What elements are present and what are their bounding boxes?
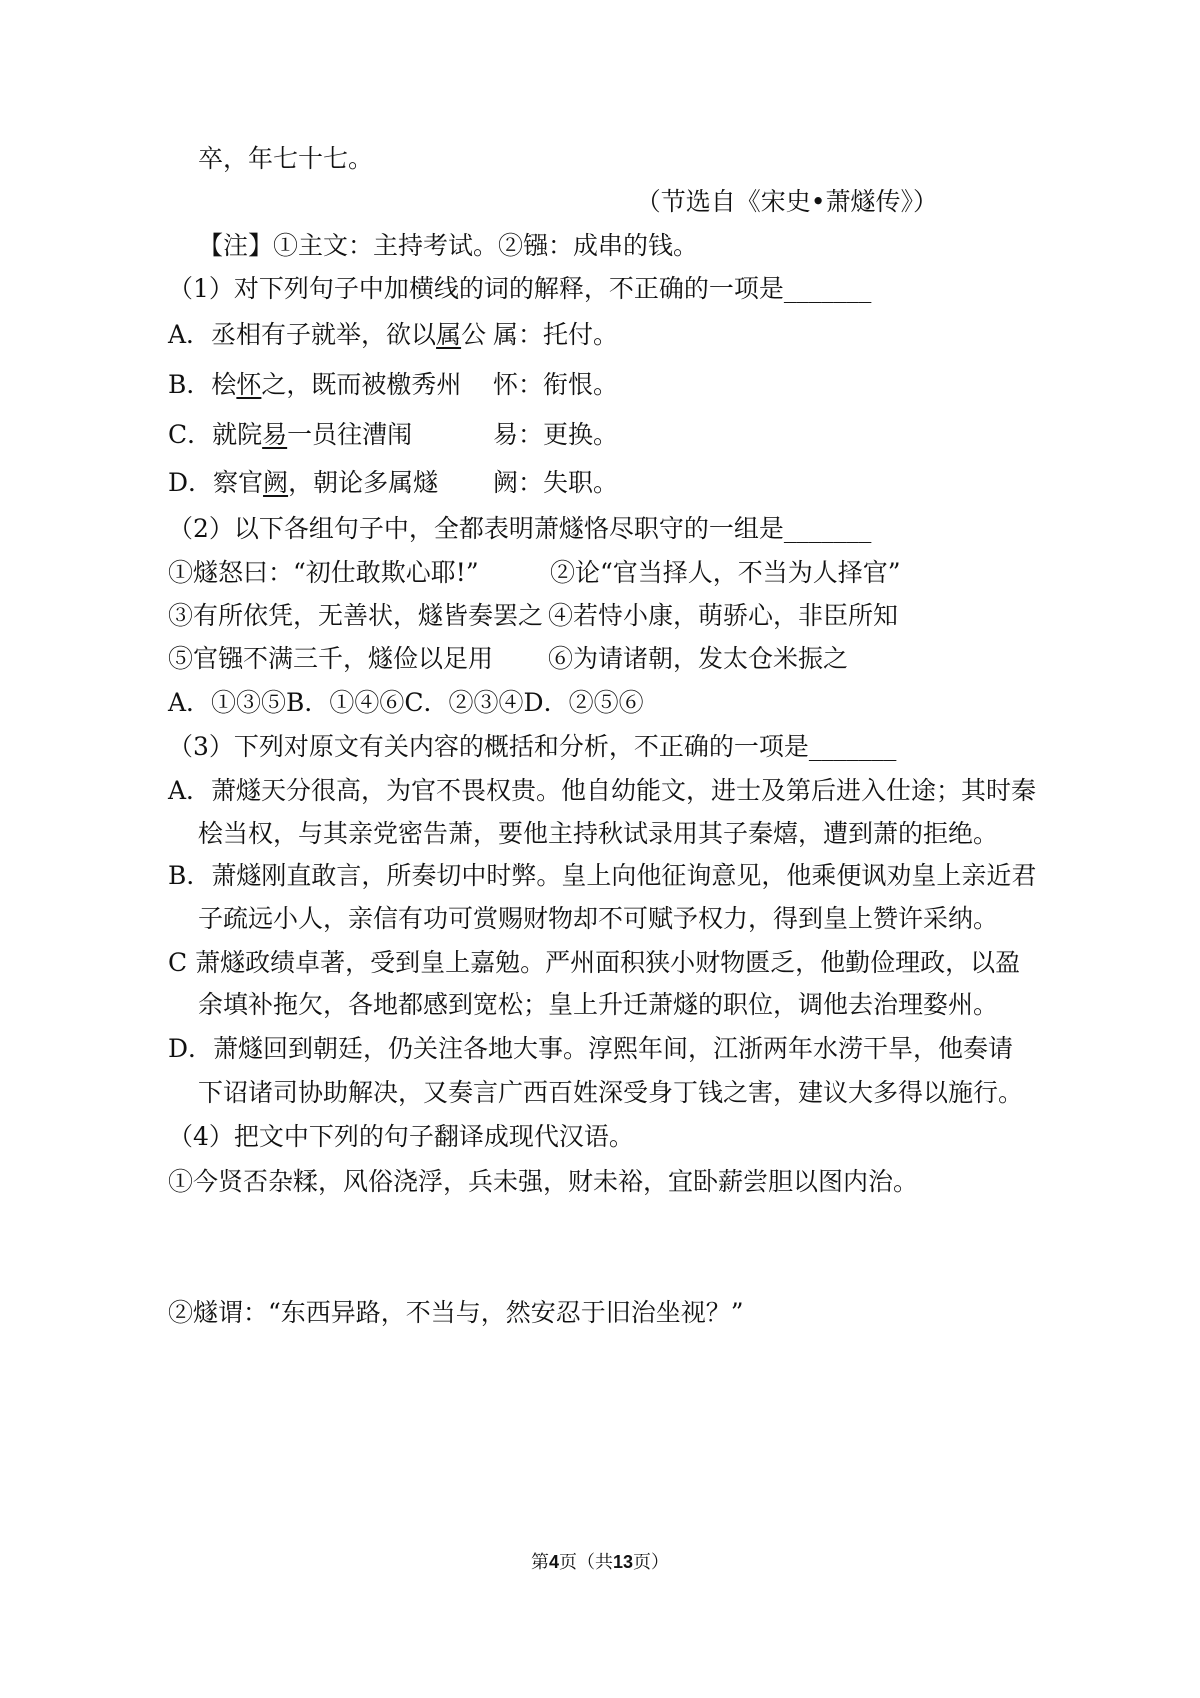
q3-option-d-line-1: D．萧燧回到朝廷，仍关注各地大事。淳熙年间，江浙两年水涝干旱，他奏请 <box>168 1034 1014 1063</box>
q2-item-2: ②论“官当择人，不当为人择官” <box>550 558 901 587</box>
q1-option-a-underlined: 属 <box>436 320 462 349</box>
q1-option-d-post: ，朝论多属燧 <box>288 468 439 497</box>
q2-item-4: ④若恃小康，萌骄心，非臣所知 <box>548 601 899 630</box>
q2-item-3: ③有所依凭，无善状，燧皆奏罢之 <box>168 601 544 630</box>
q1-option-c-pre: C．就院 <box>168 420 263 449</box>
q1-option-b <box>168 369 461 401</box>
q1-option-d <box>168 467 438 499</box>
question-2-stem: （2）以下各组句子中，全都表明萧燧恪尽职守的一组是_______ <box>168 514 872 543</box>
q3-option-d-line-2: 下诏诸司协助解决，又奏言广西百姓深受身丁钱之害，建议大多得以施行。 <box>198 1078 1024 1107</box>
q3-option-a-line-1: A．萧燧天分很高，为官不畏权贵。他自幼能文，进士及第后进入仕途；其时秦 <box>168 776 1037 805</box>
q4-sentence-2: ②燧谓：“东西异路，不当与，然安忍于旧治坐视？” <box>168 1298 744 1327</box>
q1-option-a <box>168 319 486 351</box>
q1-option-b-definition: 怀：衔恨。 <box>493 370 619 399</box>
q1-option-d-definition: 阙：失职。 <box>493 468 619 497</box>
q3-option-c-line-2: 余填补拖欠，各地都感到宽松；皇上升迁萧燧的职位，调他去治理婺州。 <box>198 990 999 1019</box>
footer-total-pages: 13 <box>612 1552 634 1572</box>
q3-option-b-line-1: B．萧燧刚直敢言，所奏切中时弊。皇上向他征询意见，他乘便讽劝皇上亲近君 <box>168 861 1037 890</box>
question-4-stem: （4）把文中下列的句子翻译成现代汉语。 <box>168 1122 634 1151</box>
notes-line: 【注】①主文：主持考试。②镪：成串的钱。 <box>198 231 699 260</box>
q1-option-a-pre: A．丞相有子就举，欲以 <box>168 320 437 349</box>
q1-option-d-pre: D．察官 <box>168 468 264 497</box>
q1-option-c-underlined: 易 <box>262 420 288 449</box>
q3-option-b-line-2: 子疏远小人，亲信有功可赏赐财物却不可赋予权力，得到皇上赞许采纳。 <box>198 904 999 933</box>
footer-prefix: 第 <box>530 1552 549 1573</box>
footer-middle: 页（共 <box>558 1552 613 1573</box>
source-citation: （节选自《宋史•萧燧传》） <box>635 187 938 216</box>
text-line-ending: 卒，年七十七。 <box>198 144 374 173</box>
q1-option-b-pre: B．桧 <box>168 370 237 399</box>
page-footer <box>0 1548 1200 1574</box>
q1-option-b-underlined: 怀 <box>236 370 262 399</box>
question-1-stem: （1）对下列句子中加横线的词的解释，不正确的一项是_______ <box>168 274 872 303</box>
q2-item-5: ⑤官镪不满三千，燧俭以足用 <box>168 644 494 673</box>
footer-suffix: 页） <box>633 1552 670 1573</box>
q4-sentence-1: ①今贤否杂糅，风俗浇浮，兵未强，财未裕，宜卧薪尝胆以图内治。 <box>168 1167 919 1196</box>
q2-options: A．①③⑤B．①④⑥C．②③④D．②⑤⑥ <box>168 688 644 717</box>
q1-option-c-post: 一员往漕闱 <box>287 420 413 449</box>
q2-item-6: ⑥为请诸朝，发太仓米振之 <box>548 644 849 673</box>
q1-option-a-definition: 属：托付。 <box>493 320 619 349</box>
q1-option-a-post: 公 <box>461 320 487 349</box>
question-3-stem: （3）下列对原文有关内容的概括和分析，不正确的一项是_______ <box>168 732 897 761</box>
q1-option-d-underlined: 阙 <box>263 468 289 497</box>
q1-option-c <box>168 419 412 451</box>
footer-page-number: 4 <box>548 1552 559 1572</box>
q2-item-1: ①燧怒曰：“初仕敢欺心耶!” <box>168 558 479 587</box>
q1-option-c-definition: 易：更换。 <box>493 420 619 449</box>
q3-option-a-line-2: 桧当权，与其亲党密告萧，要他主持秋试录用其子秦熺，遭到萧的拒绝。 <box>198 819 999 848</box>
q1-option-b-post: 之，既而被檄秀州 <box>261 370 462 399</box>
q3-option-c-line-1: C 萧燧政绩卓著，受到皇上嘉勉。严州面积狭小财物匮乏，他勤俭理政，以盈 <box>168 948 1021 977</box>
